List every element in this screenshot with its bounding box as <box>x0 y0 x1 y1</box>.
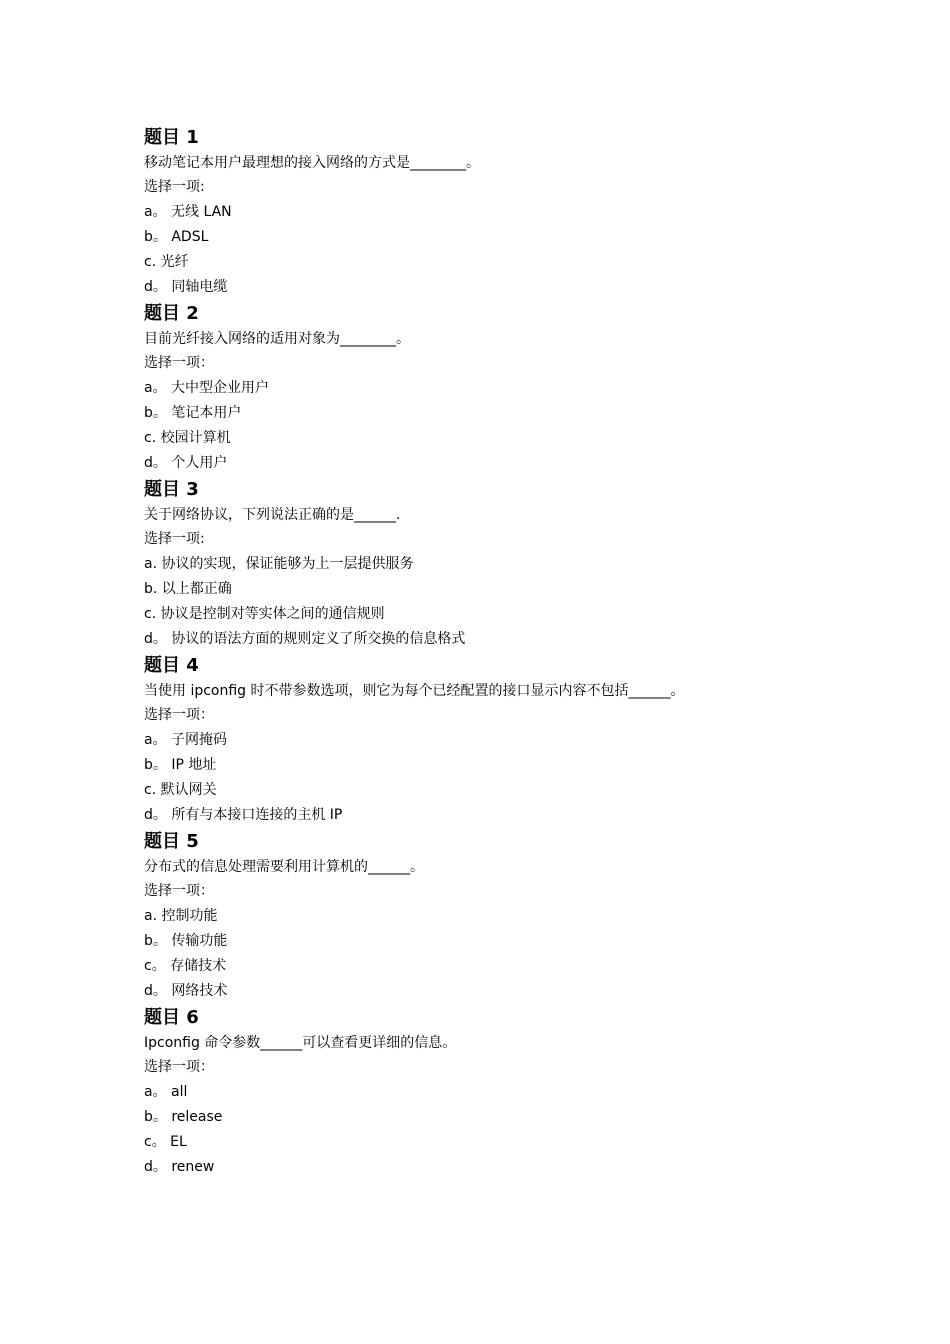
question-text: Ipconfig 命令参数______可以查看更详细的信息。 <box>144 1035 457 1051</box>
question-prompt: 选择一项： <box>144 355 214 371</box>
question-5 <box>144 828 934 1004</box>
option-b: b。 传输功能 <box>144 933 228 949</box>
option-a: a。 all <box>144 1084 188 1100</box>
question-text: 目前光纤接入网络的适用对象为________。 <box>144 331 410 347</box>
question-prompt: 选择一项： <box>144 707 214 723</box>
option-d: d。 所有与本接口连接的主机 IP <box>144 807 343 823</box>
question-text: 当使用 ipconfig 时不带参数选项，则它为每个已经配置的接口显示内容不包括______。 <box>144 683 685 699</box>
option-c: c. 校园计算机 <box>144 430 231 446</box>
option-d: d。 个人用户 <box>144 455 228 471</box>
question-title: 题目 6 <box>144 1007 199 1028</box>
option-c: c. 协议是控制对等实体之间的通信规则 <box>144 606 385 622</box>
question-text: 关于网络协议，下列说法正确的是______. <box>144 507 401 523</box>
question-title: 题目 1 <box>144 127 199 148</box>
question-prompt: 选择一项: <box>144 179 205 195</box>
option-c: c。 EL <box>144 1134 187 1150</box>
option-d: d。 协议的语法方面的规则定义了所交换的信息格式 <box>144 631 466 647</box>
option-a: a. 控制功能 <box>144 908 218 924</box>
question-title: 题目 5 <box>144 831 199 852</box>
option-b: b. 以上都正确 <box>144 581 232 597</box>
option-c: c. 光纤 <box>144 254 189 270</box>
question-title: 题目 3 <box>144 479 199 500</box>
option-b: b。 笔记本用户 <box>144 405 242 421</box>
option-b: b。 release <box>144 1109 223 1125</box>
option-b: b。 ADSL <box>144 229 209 245</box>
question-3 <box>144 476 934 652</box>
option-d: d。 同轴电缆 <box>144 279 228 295</box>
question-6 <box>144 1004 934 1180</box>
option-a: a。 子网掩码 <box>144 732 228 748</box>
option-d: d。 renew <box>144 1159 215 1175</box>
question-2 <box>144 300 934 476</box>
option-a: a. 协议的实现，保证能够为上一层提供服务 <box>144 556 414 572</box>
option-c: c。 存储技术 <box>144 958 227 974</box>
question-prompt: 选择一项： <box>144 883 214 899</box>
question-1 <box>144 124 934 300</box>
option-a: a。 无线 LAN <box>144 204 232 220</box>
option-b: b。 IP 地址 <box>144 757 217 773</box>
option-d: d。 网络技术 <box>144 983 228 999</box>
question-text: 移动笔记本用户最理想的接入网络的方式是________。 <box>144 155 480 171</box>
question-text: 分布式的信息处理需要利用计算机的______。 <box>144 859 424 875</box>
question-prompt: 选择一项: <box>144 531 205 547</box>
option-a: a。 大中型企业用户 <box>144 380 270 396</box>
document-page <box>144 124 934 1180</box>
question-prompt: 选择一项： <box>144 1059 214 1075</box>
question-4 <box>144 652 934 828</box>
question-title: 题目 2 <box>144 303 199 324</box>
option-c: c. 默认网关 <box>144 782 217 798</box>
question-title: 题目 4 <box>144 655 199 676</box>
